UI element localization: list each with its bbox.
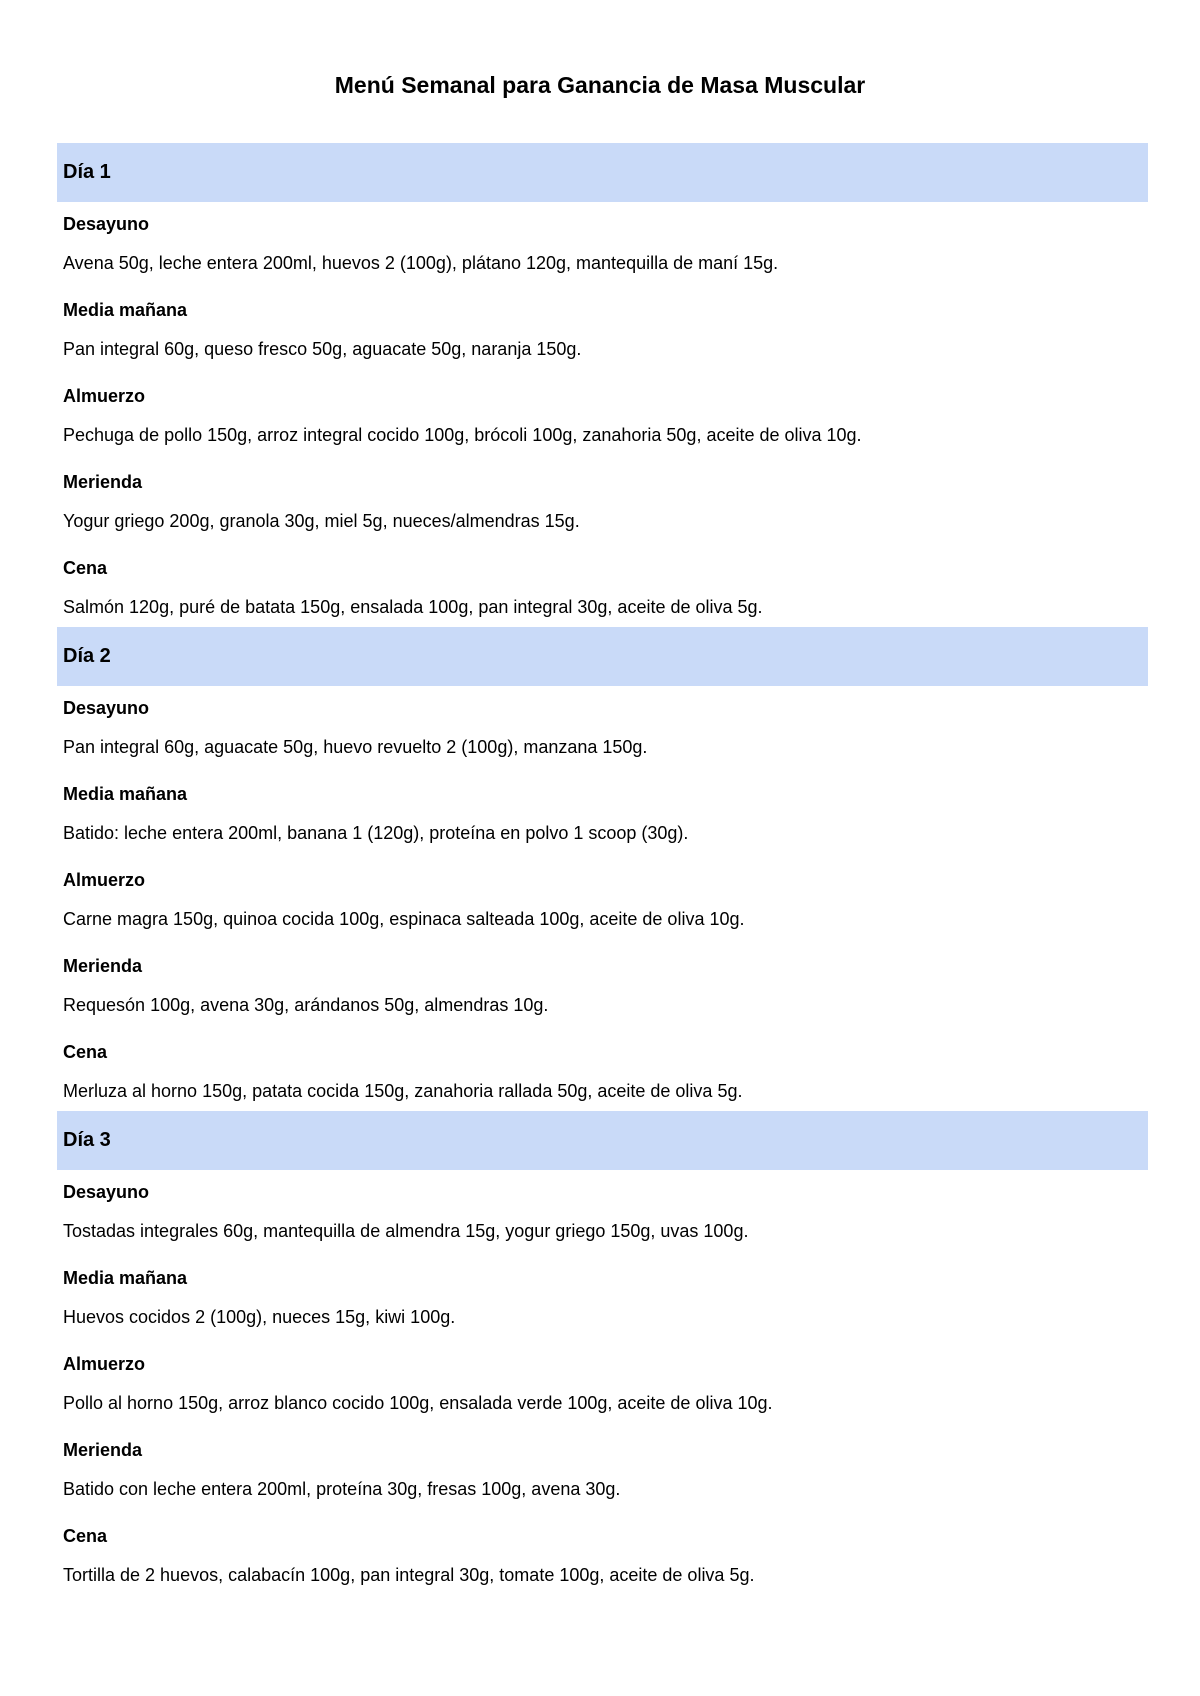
meal-block	[57, 1170, 1148, 1256]
meal-text: Yogur griego 200g, granola 30g, miel 5g, nueces/almendras 15g.	[63, 511, 580, 531]
meal-text: Merluza al horno 150g, patata cocida 150g, zanahoria rallada 50g, aceite de oliva 5g.	[63, 1081, 743, 1101]
day-section	[57, 143, 1148, 627]
meal-text: Pollo al horno 150g, arroz blanco cocido 100g, ensalada verde 100g, aceite de oliva 10g.	[63, 1393, 773, 1413]
meal-label: Desayuno	[63, 214, 150, 234]
document-title: Menú Semanal para Ganancia de Masa Muscular	[334, 72, 866, 98]
meal-text: Salmón 120g, puré de batata 150g, ensalada 100g, pan integral 30g, aceite de oliva 5g.	[63, 597, 763, 617]
day-header: Día 1	[57, 143, 1148, 202]
meal-block	[57, 858, 1148, 944]
meal-block	[57, 546, 1148, 627]
meal-text: Pan integral 60g, aguacate 50g, huevo revuelto 2 (100g), manzana 150g.	[63, 737, 648, 757]
meal-label: Desayuno	[63, 1182, 150, 1202]
meal-label: Almuerzo	[63, 1354, 146, 1374]
meal-text: Avena 50g, leche entera 200ml, huevos 2 (100g), plátano 120g, mantequilla de maní 15g.	[63, 253, 779, 273]
day-header: Día 2	[57, 627, 1148, 686]
meal-block	[57, 686, 1148, 772]
meal-text: Pechuga de pollo 150g, arroz integral cocido 100g, brócoli 100g, zanahoria 50g, aceite de oliva 10g.	[63, 425, 862, 445]
meal-label: Merienda	[63, 1440, 143, 1460]
meal-text: Pan integral 60g, queso fresco 50g, aguacate 50g, naranja 150g.	[63, 339, 582, 359]
meal-text: Carne magra 150g, quinoa cocida 100g, espinaca salteada 100g, aceite de oliva 10g.	[63, 909, 745, 929]
meal-label: Desayuno	[63, 698, 150, 718]
day-section	[57, 1111, 1148, 1595]
meal-block	[57, 1514, 1148, 1595]
meal-block	[57, 944, 1148, 1030]
meal-label: Merienda	[63, 472, 143, 492]
meal-text: Batido: leche entera 200ml, banana 1 (120g), proteína en polvo 1 scoop (30g).	[63, 823, 689, 843]
meal-block	[57, 374, 1148, 460]
meal-block	[57, 1030, 1148, 1111]
meal-block	[57, 1256, 1148, 1342]
meal-text: Tostadas integrales 60g, mantequilla de almendra 15g, yogur griego 150g, uvas 100g.	[63, 1221, 749, 1241]
meal-label: Media mañana	[63, 300, 188, 320]
meal-label: Almuerzo	[63, 870, 146, 890]
meal-block	[57, 288, 1148, 374]
meal-block	[57, 772, 1148, 858]
meal-label: Media mañana	[63, 1268, 188, 1288]
meal-label: Merienda	[63, 956, 143, 976]
meal-text: Huevos cocidos 2 (100g), nueces 15g, kiwi 100g.	[63, 1307, 456, 1327]
meal-label: Almuerzo	[63, 386, 146, 406]
days-container	[57, 143, 1148, 1595]
meal-text: Requesón 100g, avena 30g, arándanos 50g, almendras 10g.	[63, 995, 549, 1015]
meal-block	[57, 202, 1148, 288]
meal-label: Cena	[63, 1042, 108, 1062]
meal-block	[57, 460, 1148, 546]
meal-label: Media mañana	[63, 784, 188, 804]
meal-text: Tortilla de 2 huevos, calabacín 100g, pan integral 30g, tomate 100g, aceite de oliva 5g.	[63, 1565, 755, 1585]
meal-block	[57, 1342, 1148, 1428]
meal-block	[57, 1428, 1148, 1514]
meal-label: Cena	[63, 558, 108, 578]
day-header: Día 3	[57, 1111, 1148, 1170]
meal-label: Cena	[63, 1526, 108, 1546]
day-section	[57, 627, 1148, 1111]
meal-text: Batido con leche entera 200ml, proteína 30g, fresas 100g, avena 30g.	[63, 1479, 621, 1499]
